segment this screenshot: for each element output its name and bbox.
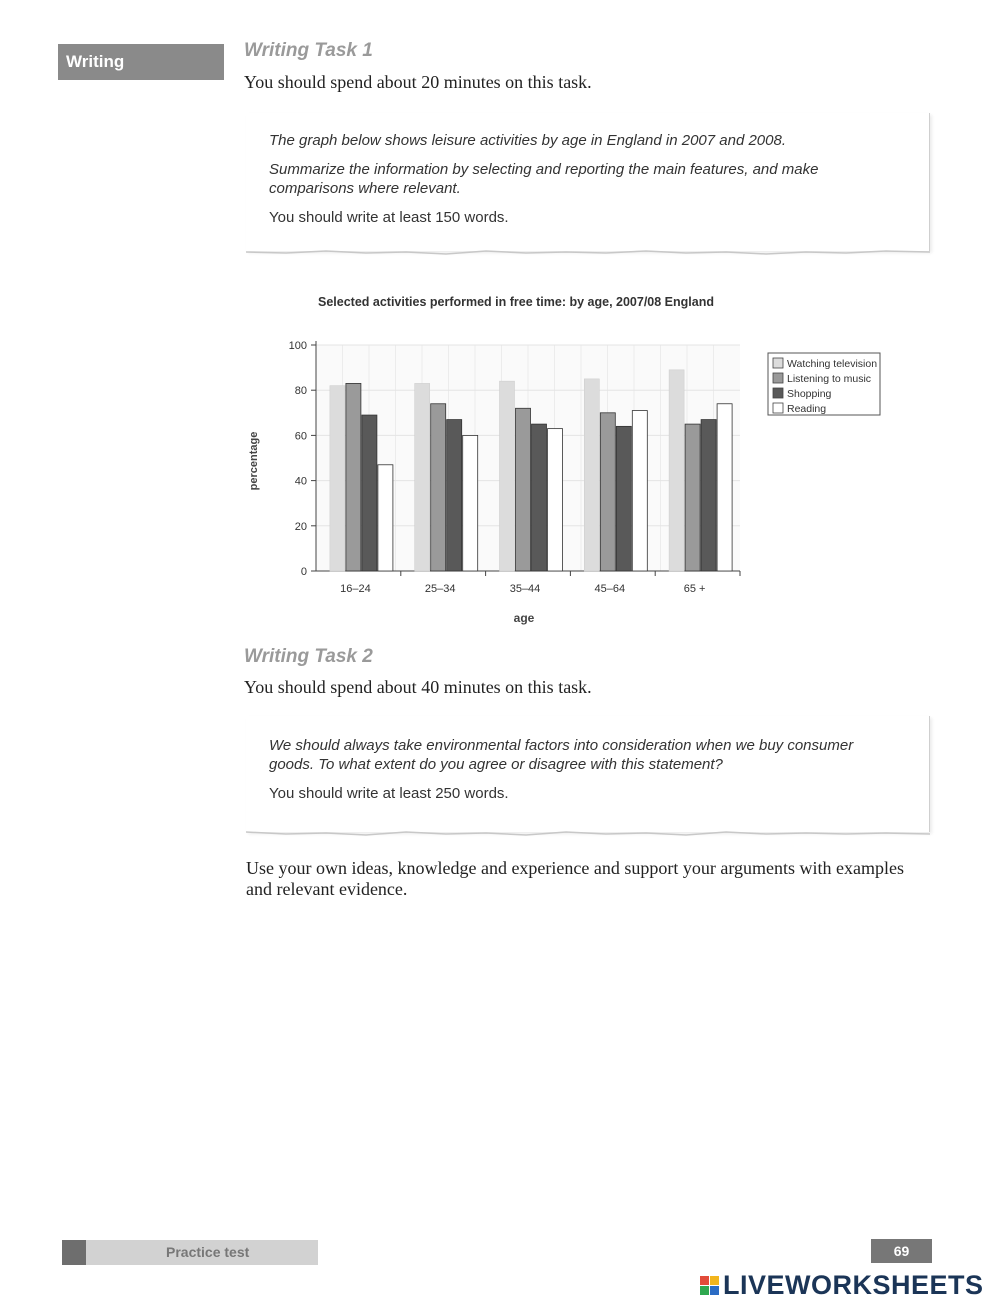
bar-shopping bbox=[701, 420, 716, 571]
y-tick-label: 20 bbox=[294, 520, 307, 533]
y-tick-label: 100 bbox=[288, 340, 307, 352]
legend-label: Shopping bbox=[787, 388, 832, 400]
task2-time: You should spend about 40 minutes on this task. bbox=[244, 677, 592, 697]
bar-listening-to-music bbox=[346, 383, 361, 571]
torn-edge bbox=[246, 830, 930, 836]
bar-shopping bbox=[532, 424, 547, 571]
bar-shopping bbox=[362, 415, 377, 571]
chart-y-axis-label: percentage bbox=[248, 431, 260, 491]
y-tick-label: 0 bbox=[300, 566, 307, 578]
brand-wordmark: LIVEWORKSHEETS bbox=[723, 1269, 984, 1300]
liveworksheets-logo-icon bbox=[700, 1276, 719, 1295]
bar-listening-to-music bbox=[685, 424, 700, 571]
y-tick-label: 40 bbox=[294, 475, 307, 488]
bar-reading bbox=[717, 404, 732, 571]
bar-listening-to-music bbox=[600, 413, 615, 571]
bar-watching-television bbox=[584, 379, 599, 571]
legend-swatch bbox=[773, 373, 783, 383]
bar-watching-television bbox=[669, 370, 684, 571]
bar-chart bbox=[240, 285, 900, 630]
y-tick-label: 60 bbox=[294, 430, 307, 443]
page-number: 69 bbox=[871, 1239, 932, 1263]
chart-title: Selected activities performed in free time: by age, 2007/08 England bbox=[318, 295, 714, 309]
task2-word-requirement: You should write at least 250 words. bbox=[269, 785, 509, 802]
bar-watching-television bbox=[415, 383, 430, 571]
task1-word-requirement: You should write at least 150 words. bbox=[269, 209, 509, 226]
bar-shopping bbox=[616, 426, 631, 571]
footer-label-bar bbox=[62, 1240, 318, 1265]
task2-prompt: We should always take environmental factors into consideration when we buy consumer goods. To what extent do you agree or disagree with this statement? bbox=[269, 737, 854, 773]
task2-title: Writing Task 2 bbox=[244, 646, 373, 667]
bar-reading bbox=[632, 411, 647, 571]
task1-prompt-line1: The graph below shows leisure activities by age in England in 2007 and 2008. bbox=[269, 132, 787, 149]
task1-prompt-box bbox=[246, 113, 930, 251]
task2-prompt-box bbox=[246, 716, 930, 832]
bar-listening-to-music bbox=[431, 404, 446, 571]
bar-shopping bbox=[447, 420, 462, 571]
bar-watching-television bbox=[500, 381, 515, 571]
bar-reading bbox=[463, 435, 478, 571]
x-tick-label: 25–34 bbox=[424, 583, 456, 595]
section-label: Writing bbox=[58, 44, 224, 80]
bar-reading bbox=[548, 429, 563, 571]
x-tick-label: 65 + bbox=[683, 583, 706, 595]
footer-label: Practice test bbox=[166, 1244, 250, 1260]
legend-swatch bbox=[773, 403, 783, 413]
bar-watching-television bbox=[330, 386, 345, 571]
task1-time: You should spend about 20 minutes on this task. bbox=[244, 72, 592, 92]
legend-label: Reading bbox=[787, 403, 827, 415]
task1-prompt-line2: Summarize the information by selecting and reporting the main features, and make comparisons where relevant. bbox=[269, 161, 819, 197]
legend-label: Listening to music bbox=[787, 373, 872, 385]
x-tick-label: 35–44 bbox=[509, 583, 541, 595]
torn-edge bbox=[246, 249, 930, 255]
x-tick-label: 16–24 bbox=[340, 583, 371, 595]
x-tick-label: 45–64 bbox=[594, 583, 626, 595]
brand-logo[interactable] bbox=[700, 1270, 984, 1300]
legend-label: Watching television bbox=[787, 358, 878, 370]
legend-swatch bbox=[773, 388, 783, 398]
task2-closing-instruction: Use your own ideas, knowledge and experience and support your arguments with examples and relevant evidence. bbox=[246, 858, 904, 899]
chart-x-axis-label: age bbox=[513, 611, 535, 625]
bar-reading bbox=[378, 465, 393, 571]
y-tick-label: 80 bbox=[294, 385, 307, 398]
task1-title: Writing Task 1 bbox=[244, 40, 373, 61]
chart-canvas bbox=[240, 285, 900, 630]
bar-listening-to-music bbox=[516, 408, 531, 571]
legend-swatch bbox=[773, 358, 783, 368]
footer-block bbox=[62, 1240, 86, 1265]
